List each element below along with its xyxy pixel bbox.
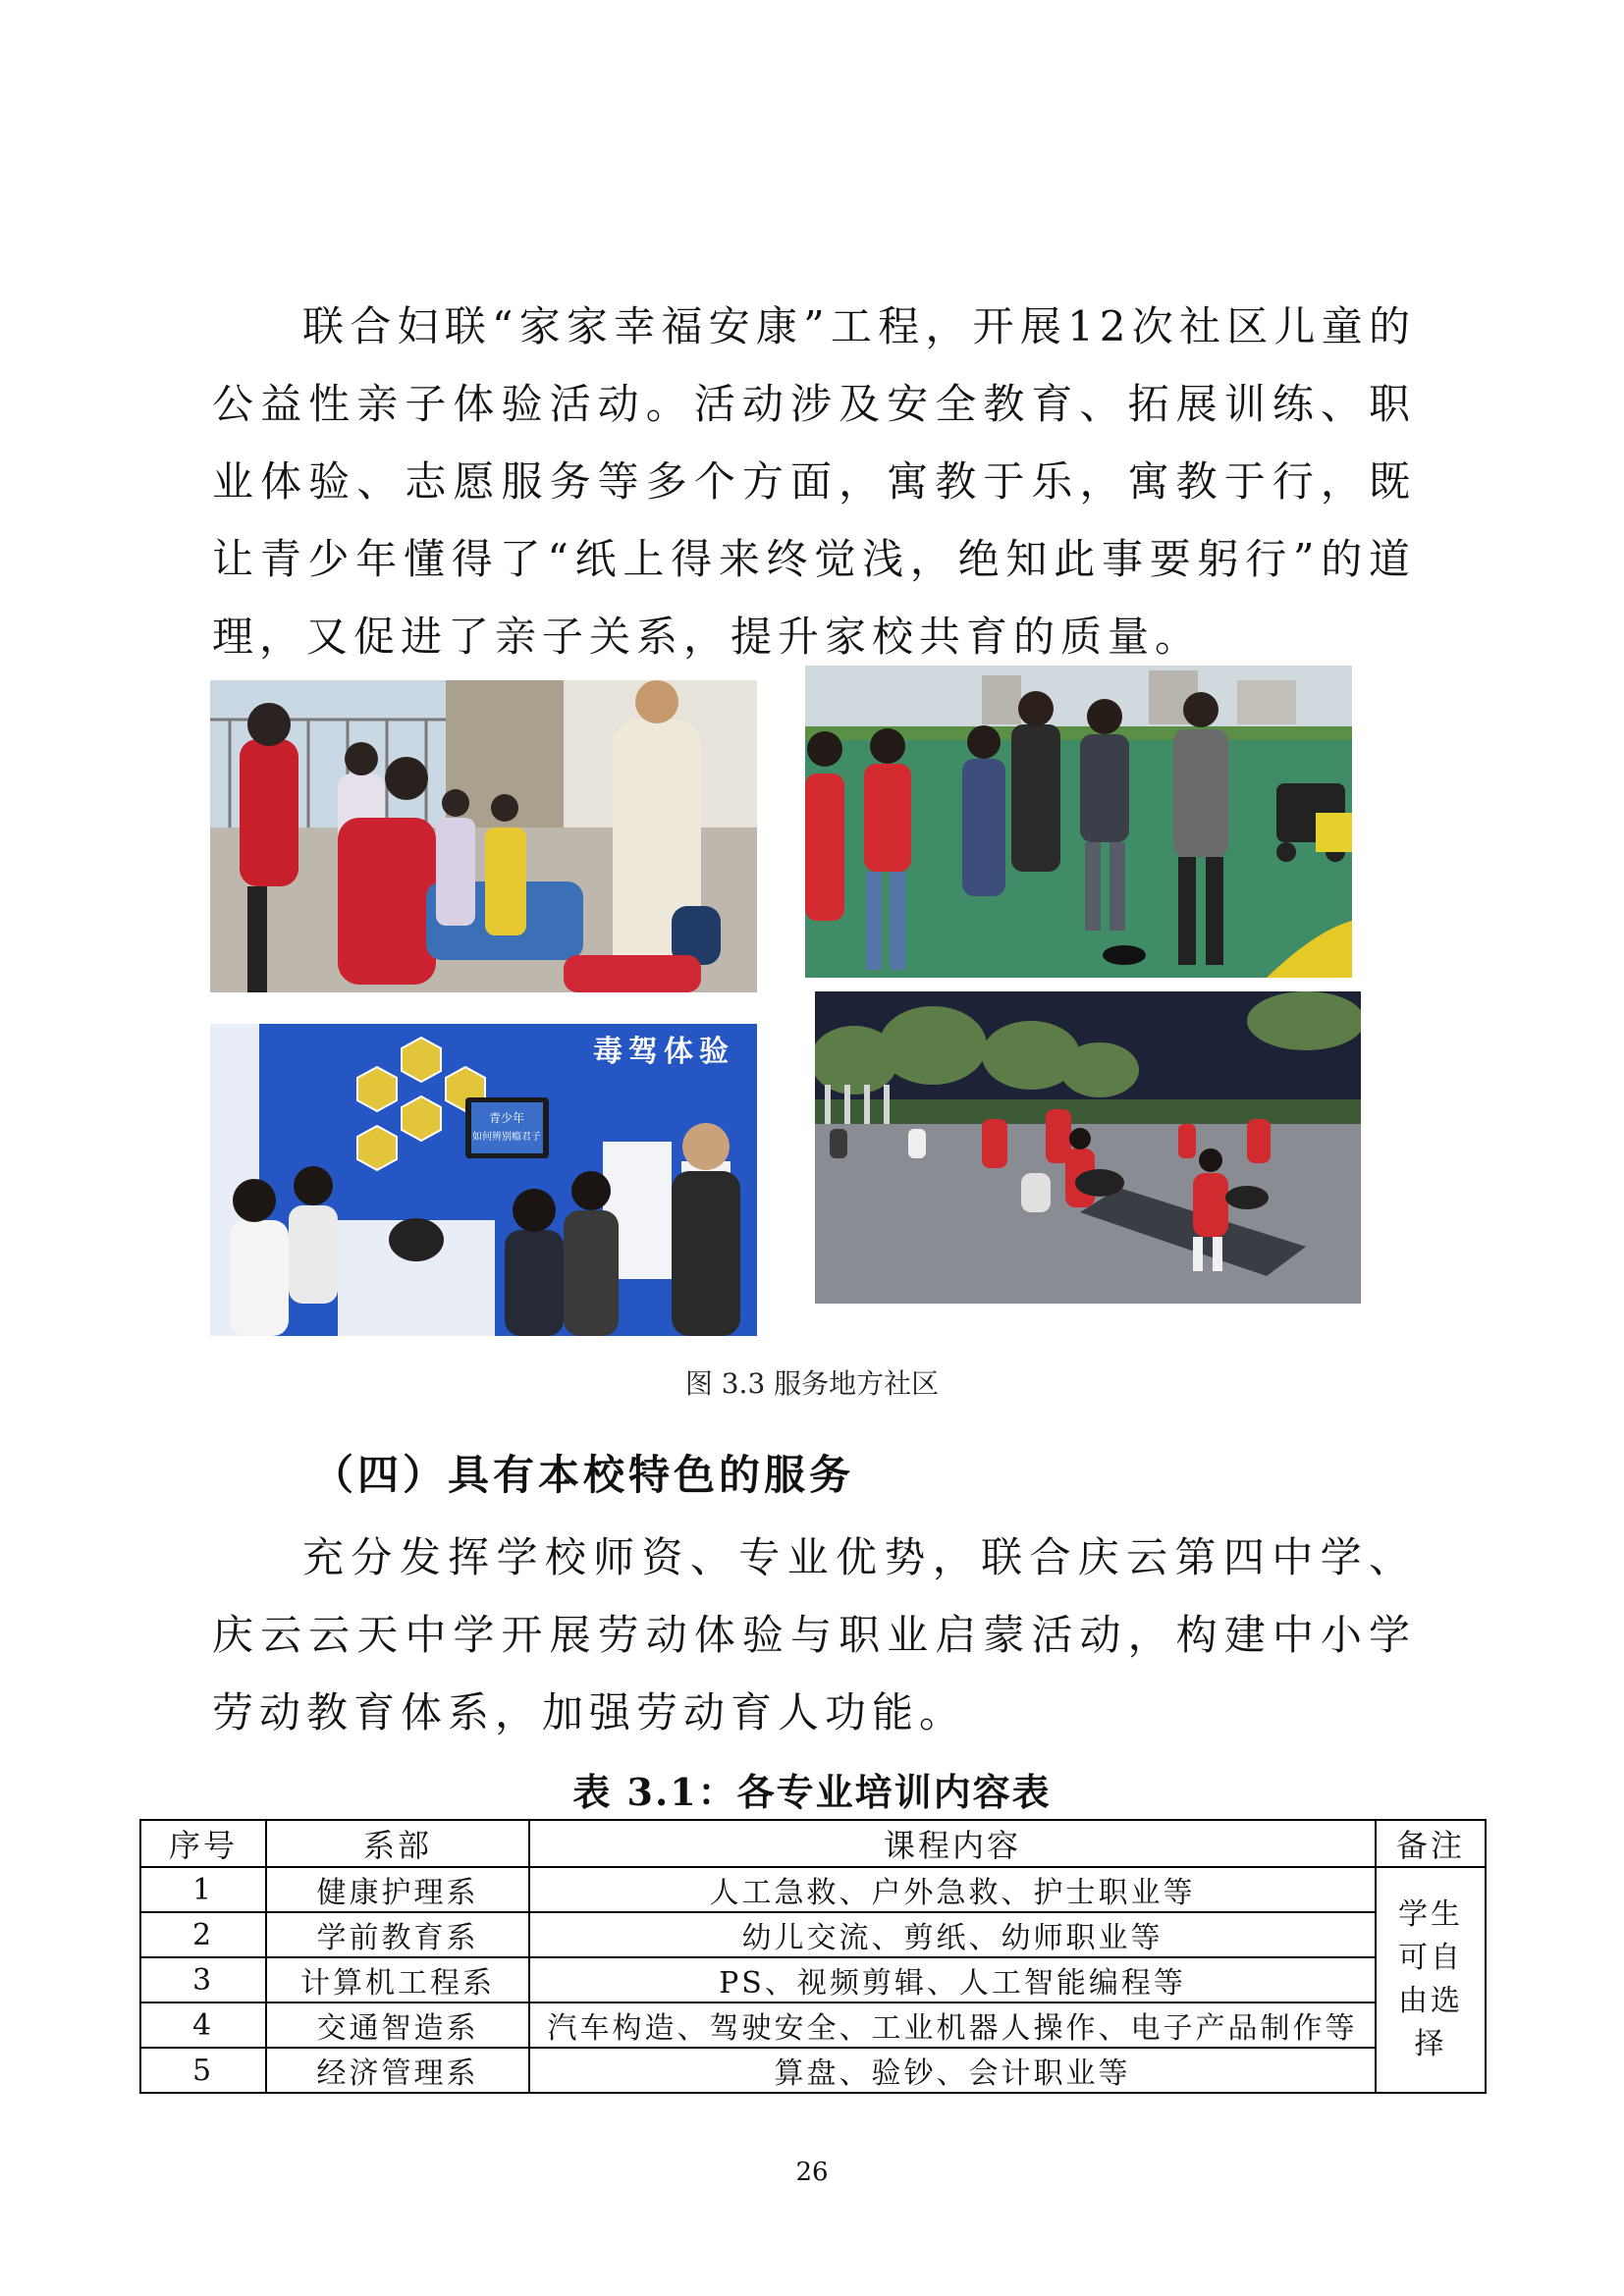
header-no: 序号 xyxy=(140,1820,266,1867)
table-header-row xyxy=(140,1820,1486,1867)
cell-dept: 健康护理系 xyxy=(266,1867,529,1912)
cell-content: 算盘、验钞、会计职业等 xyxy=(529,2048,1376,2093)
header-remark: 备注 xyxy=(1376,1820,1486,1867)
cell-dept: 经济管理系 xyxy=(266,2048,529,2093)
table-row xyxy=(140,1912,1486,1957)
table-row xyxy=(140,1867,1486,1912)
cell-content: PS、视频剪辑、人工智能编程等 xyxy=(529,1957,1376,2002)
table-row xyxy=(140,2002,1486,2048)
cell-content: 幼儿交流、剪纸、幼师职业等 xyxy=(529,1912,1376,1957)
section-heading: （四）具有本校特色的服务 xyxy=(312,1451,855,1499)
remark-text: 学生可自由选择 xyxy=(1398,1897,1463,2061)
cell-no: 4 xyxy=(140,2002,266,2048)
paragraph-school-services: 充分发挥学校师资、专业优势，联合庆云第四中学、庆云云天中学开展劳动体验与职业启蒙活动，构建中小学劳动教育体系，加强劳动育人功能。 xyxy=(212,1533,1416,1736)
cell-no: 3 xyxy=(140,1957,266,2002)
cell-dept: 学前教育系 xyxy=(266,1912,529,1957)
cell-no: 1 xyxy=(140,1867,266,1912)
cell-content: 汽车构造、驾驶安全、工业机器人操作、电子产品制作等 xyxy=(529,2002,1376,2048)
page-number: 26 xyxy=(795,2158,829,2187)
table-row xyxy=(140,1957,1486,2002)
cell-no: 2 xyxy=(140,1912,266,1957)
training-content-table xyxy=(139,1819,1487,2094)
cell-content: 人工急救、户外急救、护士职业等 xyxy=(529,1867,1376,1912)
table-row xyxy=(140,2048,1486,2093)
drug-driving-sign: 毒驾体验 xyxy=(593,1035,734,1069)
header-dept: 系部 xyxy=(266,1820,529,1867)
header-content: 课程内容 xyxy=(529,1820,1376,1867)
paragraph-community-activities: 联合妇联“家家幸福安康”工程，开展12次社区儿童的公益性亲子体验活动。活动涉及安全教育、拓展训练、职业体验、志愿服务等多个方面，寓教于乐，寓教于行，既让青少年懂得了“纸上得来终觉浅，绝知此事要躬行”的道理，又促进了亲子关系，提升家校共育的质量。 xyxy=(212,302,1416,661)
cell-remark xyxy=(1376,1867,1486,2093)
cell-no: 5 xyxy=(140,2048,266,2093)
cell-dept: 计算机工程系 xyxy=(266,1957,529,2002)
screen-text-youth: 青少年 xyxy=(488,1111,525,1125)
photo-evening-outdoor-activity xyxy=(815,991,1361,1304)
photo-first-aid-training xyxy=(210,680,757,992)
screen-text-topic: 如何辨别瘾君子 xyxy=(472,1132,541,1143)
cell-dept: 交通智造系 xyxy=(266,2002,529,2048)
table-title: 表 3.1：各专业培训内容表 xyxy=(572,1770,1052,1814)
photo-drone-field-activity xyxy=(805,666,1352,978)
photo-drug-driving-experience xyxy=(210,1024,757,1336)
figure-caption: 图 3.3 服务地方社区 xyxy=(684,1367,940,1400)
